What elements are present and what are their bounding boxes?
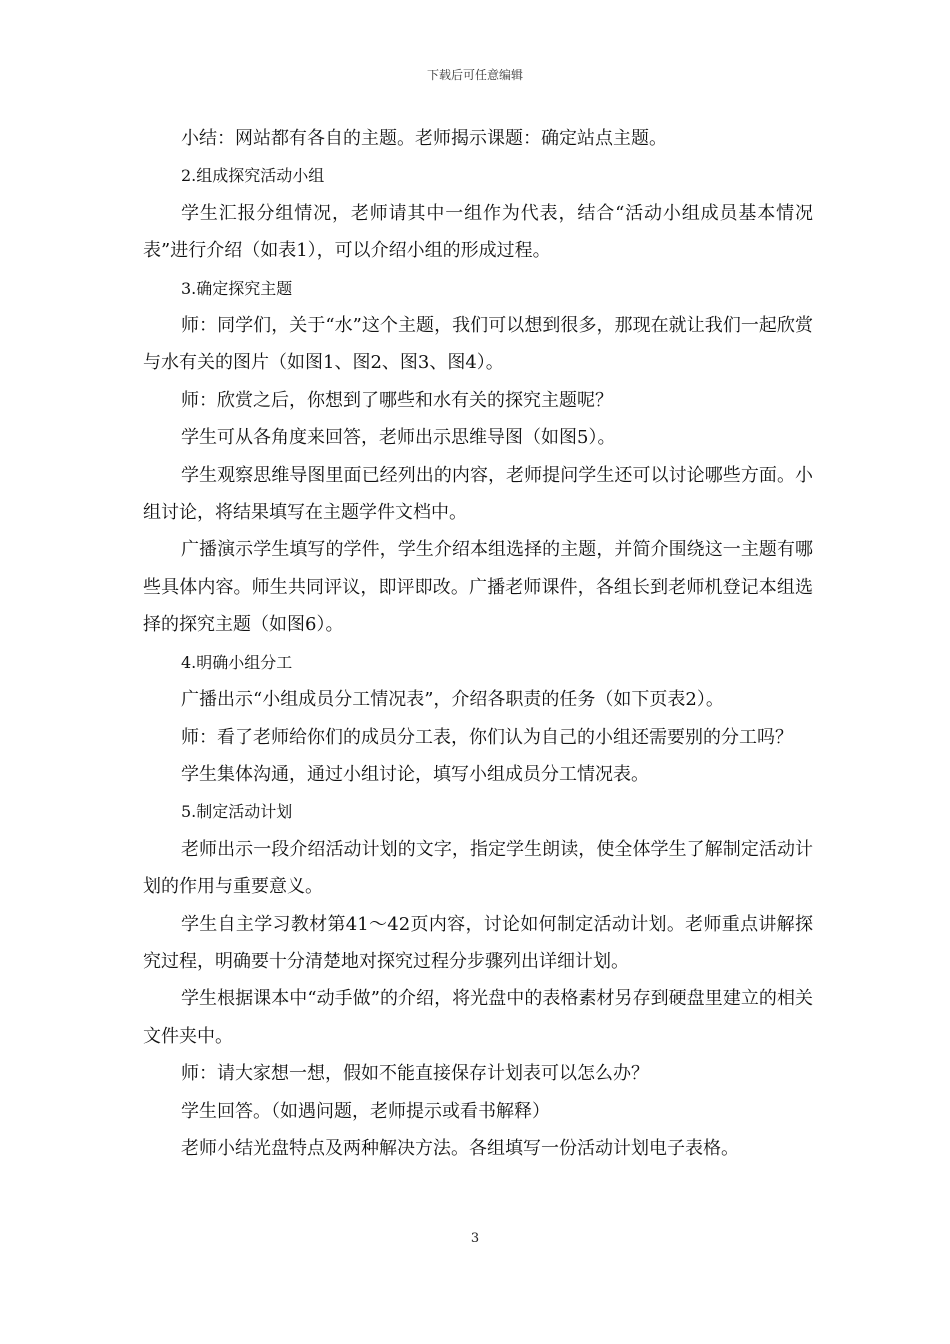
paragraph: 学生回答。（如遇问题，老师提示或看书解释） xyxy=(181,1100,550,1122)
paragraph: 师：看了老师给你们的成员分工表，你们认为自己的小组还需要别的分工吗？ xyxy=(181,726,793,748)
paragraph: 广播演示学生填写的学件，学生介绍本组选择的主题，并简介围绕这一主题有哪些具体内容。师生共同评议，即评即改。广播老师课件，各组长到老师机登记本组选择的探究主题（如图6）。 xyxy=(143,539,813,636)
paragraph-summary: 小结：网站都有各自的主题。老师揭示课题：确定站点主题。 xyxy=(181,128,667,149)
document-body xyxy=(143,120,813,1167)
paragraph: 师：欣赏之后，你想到了哪些和水有关的探究主题呢？ xyxy=(181,389,613,411)
section-heading-3: 3.确定探究主题 xyxy=(181,278,293,298)
page-number: 3 xyxy=(470,1231,480,1246)
paragraph: 师：同学们，关于“水”这个主题，我们可以想到很多，那现在就让我们一起欣赏与水有关的图片（如图1、图2、图3、图4）。 xyxy=(143,315,813,374)
paragraph: 学生自主学习教材第41～42页内容，讨论如何制定活动计划。老师重点讲解探究过程，明确要十分清楚地对探究过程分步骤列出详细计划。 xyxy=(143,913,813,972)
section-heading-5: 5.制定活动计划 xyxy=(181,802,293,822)
section-heading-2: 2.组成探究活动小组 xyxy=(181,166,325,186)
page-header: 下载后可任意编辑 xyxy=(426,68,523,82)
paragraph: 师：请大家想一想，假如不能直接保存计划表可以怎么办？ xyxy=(181,1063,649,1085)
section-heading-4: 4.明确小组分工 xyxy=(181,652,293,672)
paragraph: 学生根据课本中“动手做”的介绍，将光盘中的表格素材另存到硬盘里建立的相关文件夹中。 xyxy=(143,988,813,1047)
paragraph: 广播出示“小组成员分工情况表”，介绍各职责的任务（如下页表2）。 xyxy=(181,689,724,711)
paragraph: 学生集体沟通，通过小组讨论，填写小组成员分工情况表。 xyxy=(181,763,649,785)
paragraph: 学生观察思维导图里面已经列出的内容，老师提问学生还可以讨论哪些方面。小组讨论，将结果填写在主题学件文档中。 xyxy=(143,464,813,524)
paragraph: 老师出示一段介绍活动计划的文字，指定学生朗读，使全体学生了解制定活动计划的作用与重要意义。 xyxy=(143,838,813,898)
paragraph: 学生汇报分组情况，老师请其中一组作为代表，结合“活动小组成员基本情况表”进行介绍（如表1），可以介绍小组的形成过程。 xyxy=(143,202,813,262)
paragraph: 老师小结光盘特点及两种解决方法。各组填写一份活动计划电子表格。 xyxy=(181,1137,739,1159)
paragraph: 学生可从各角度来回答，老师出示思维导图（如图5）。 xyxy=(181,427,616,449)
